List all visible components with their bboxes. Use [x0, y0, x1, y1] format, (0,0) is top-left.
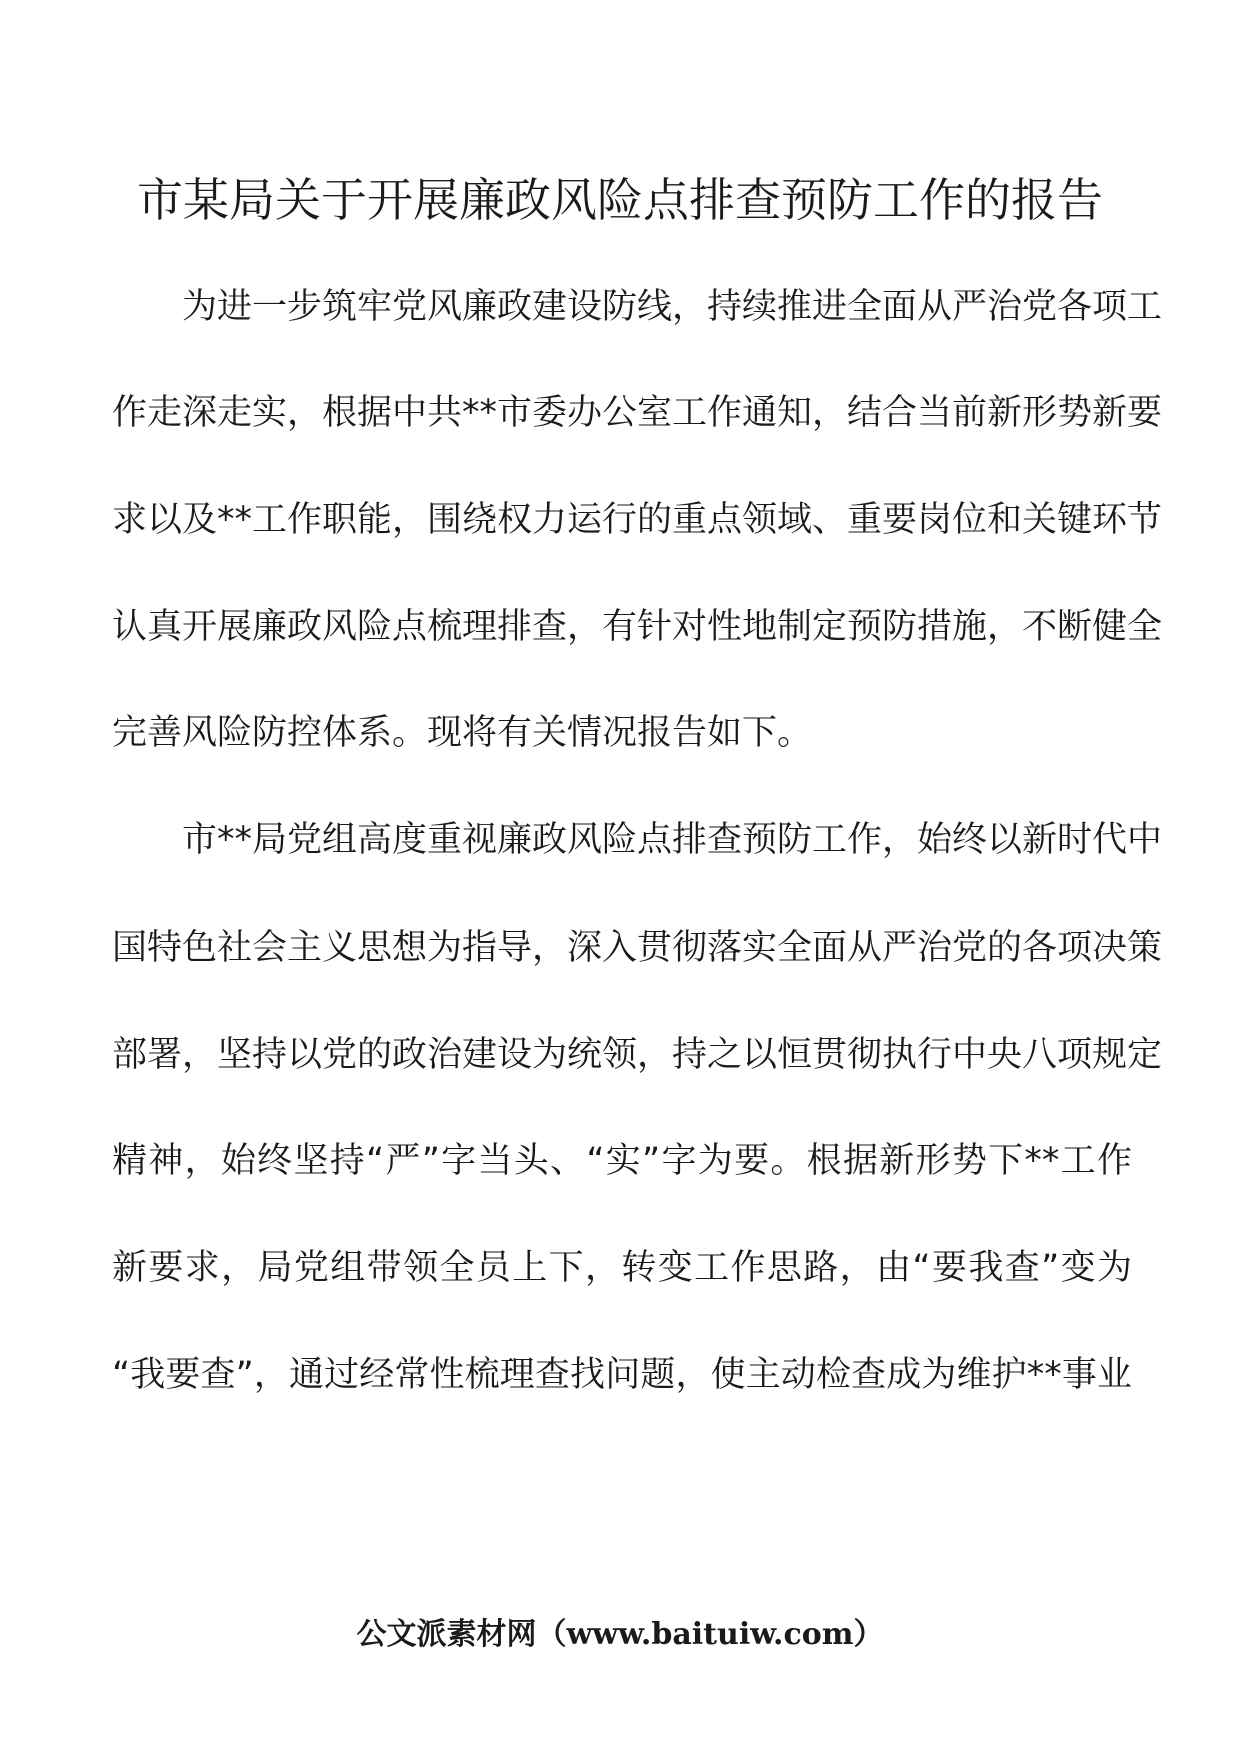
paragraph-1-line-3: 求以及**工作职能，围绕权力运行的重点领域、重要岗位和关键环节: [112, 500, 1163, 540]
paragraph-1-line-2: 作走深走实，根据中共**市委办公室工作通知，结合当前新形势新要: [112, 393, 1163, 433]
paragraph-1-line-4: 认真开展廉政风险点梳理排查，有针对性地制定预防措施，不断健全: [112, 607, 1163, 647]
paragraph-2-line-2: 国特色社会主义思想为指导，深入贯彻落实全面从严治党的各项决策: [112, 928, 1163, 968]
paragraph-2-line-6: “我要查”，通过经常性梳理查找问题，使主动检查成为维护**事业: [112, 1355, 1132, 1395]
paragraph-2-line-4: 精神，始终坚持“严”字当头、“实”字为要。根据新形势下**工作: [112, 1141, 1132, 1181]
paragraph-1-line-1: 为进一步筑牢党风廉政建设防线，持续推进全面从严治党各项工: [182, 287, 1163, 327]
paragraph-1-line-5: 完善风险防控体系。现将有关情况报告如下。: [112, 713, 813, 753]
paragraph-2-line-1: 市**局党组高度重视廉政风险点排查预防工作，始终以新时代中: [182, 820, 1163, 860]
paragraph-2-line-5: 新要求，局党组带领全员上下，转变工作思路，由“要我查”变为: [112, 1248, 1132, 1288]
document-title: 市某局关于开展廉政风险点排查预防工作的报告: [137, 173, 1103, 227]
paragraph-2-line-3: 部署，坚持以党的政治建设为统领，持之以恒贯彻执行中央八项规定: [112, 1035, 1163, 1075]
footer-watermark: 公文派素材网（www.baituiw.com）: [356, 1617, 884, 1652]
